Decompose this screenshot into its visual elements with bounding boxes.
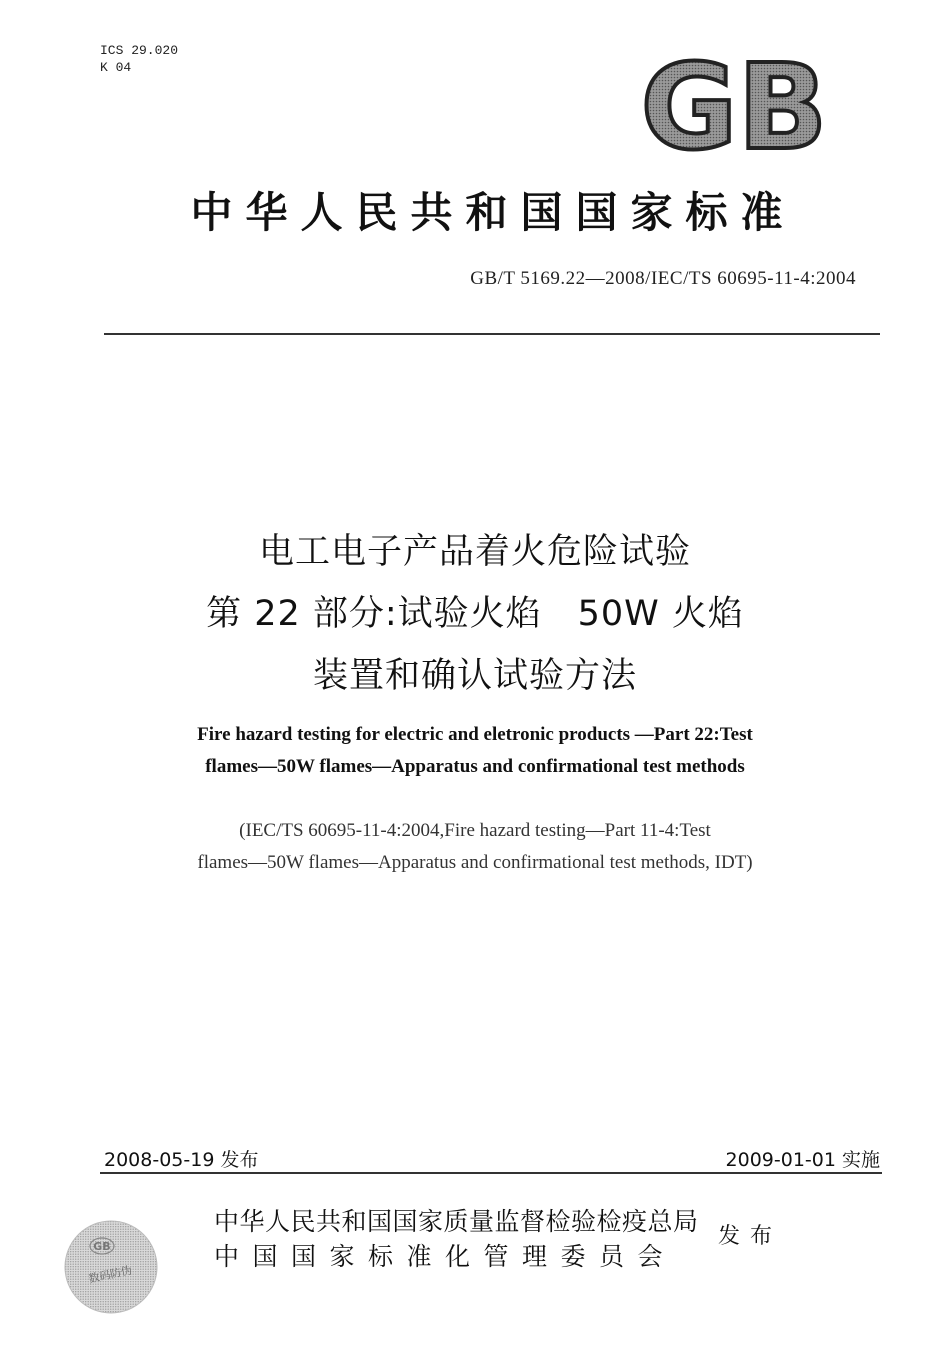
standard-number: GB/T 5169.22—2008/IEC/TS 60695-11-4:2004 xyxy=(470,268,856,289)
en-title-line-2: flames—50W flames—Apparatus and confirmational test methods xyxy=(205,756,745,777)
anti-counterfeit-seal xyxy=(62,1218,160,1316)
gb-logo xyxy=(634,52,834,162)
en-subtitle-line-1: (IEC/TS 60695-11-4:2004,Fire hazard testing—Part 11-4:Test xyxy=(239,820,711,841)
issue-date: 2008-05-19 发布 xyxy=(104,1149,259,1171)
ics-code: ICS 29.020 xyxy=(100,43,179,58)
zh-title-line-1: 电工电子产品着火危险试验 xyxy=(258,532,691,572)
seal-text: 数码防伪 xyxy=(87,1263,134,1286)
zh-title-line-3: 装置和确认试验方法 xyxy=(312,656,637,696)
class-code: K 04 xyxy=(100,60,132,75)
publish-label: 发布 xyxy=(718,1224,783,1249)
en-subtitle-line-2: flames—50W flames—Apparatus and confirmational test methods, IDT) xyxy=(197,852,753,873)
issuer-aqsiq: 中华人民共和国国家质量监督检验检疫总局 xyxy=(214,1207,699,1236)
top-divider xyxy=(104,333,880,335)
zh-title-line-2: 第 22 部分:试验火焰 50W 火焰 xyxy=(206,594,744,634)
issuer-sac: 中国国家标准化管理委员会 xyxy=(214,1242,677,1271)
main-title: 中华人民共和国国家标准 xyxy=(190,188,796,237)
en-title-line-1: Fire hazard testing for electric and eletronic products —Part 22:Test xyxy=(197,724,753,745)
implementation-date: 2009-01-01 实施 xyxy=(725,1149,880,1171)
seal-logo-text: GB xyxy=(93,1240,111,1253)
bottom-divider xyxy=(100,1172,882,1174)
classification-codes xyxy=(100,42,178,76)
gb-logo-text: GB xyxy=(640,52,828,162)
